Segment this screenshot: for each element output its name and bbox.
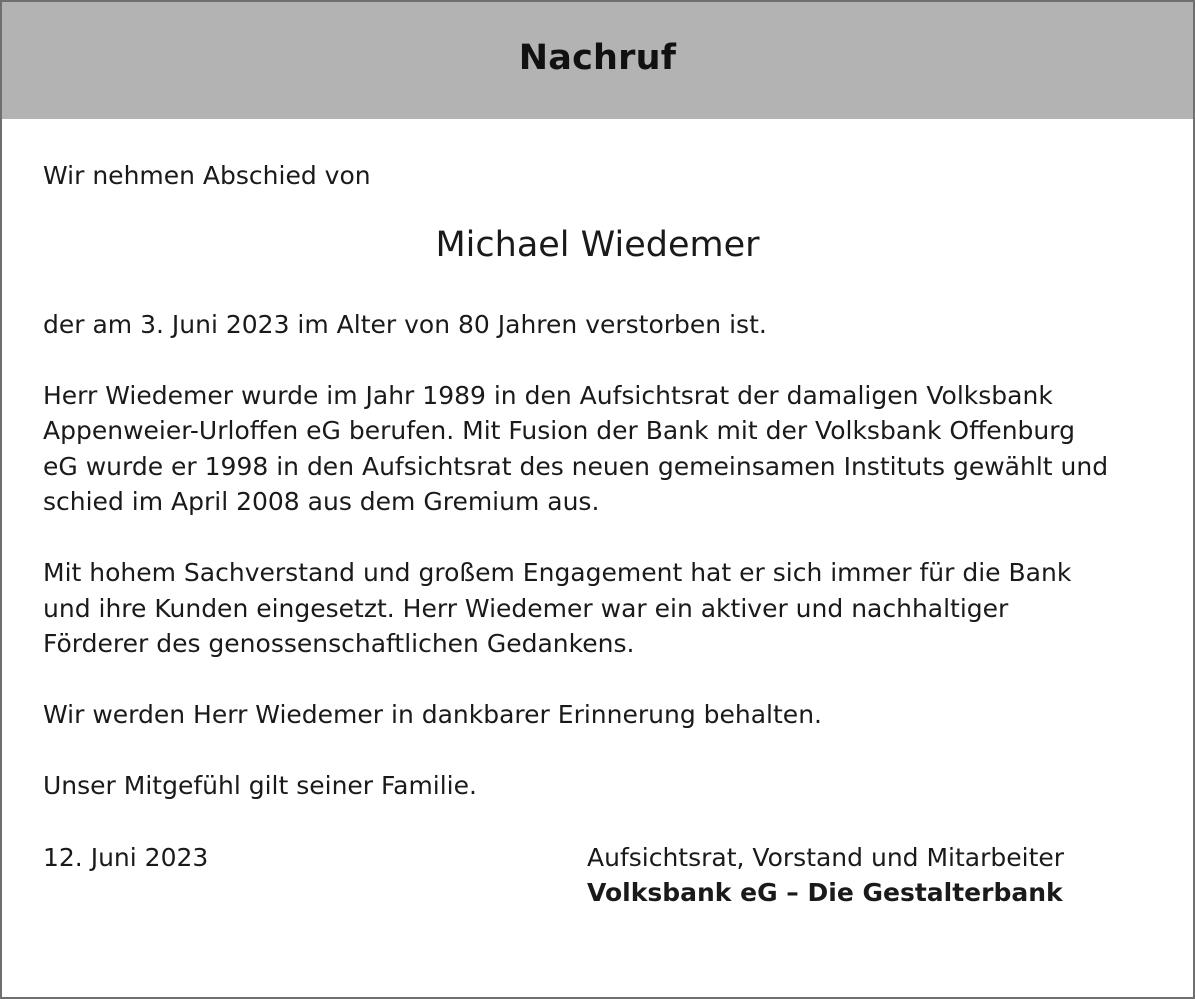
signatories: Aufsichtsrat, Vorstand und Mitarbeiter	[587, 842, 1065, 872]
signature-block	[587, 840, 1064, 911]
organization-name: Volksbank eG – Die Gestalterbank	[587, 878, 1063, 907]
tribute-line: und ihre Kunden eingesetzt. Herr Wiedemer war ein aktiver und nachhaltiger	[43, 593, 1009, 623]
tribute-paragraph	[43, 520, 1152, 662]
career-paragraph	[43, 342, 1152, 520]
notice-header	[2, 2, 1193, 119]
career-line: eG wurde er 1998 in den Aufsichtsrat des neuen gemeinsamen Instituts gewählt und	[43, 451, 1109, 481]
notice-footer	[43, 804, 1152, 911]
notice-title: Nachruf	[518, 37, 677, 78]
death-line: der am 3. Juni 2023 im Alter von 80 Jahren verstorben ist.	[43, 309, 767, 339]
career-line: Appenweier-Urloffen eG berufen. Mit Fusion der Bank mit der Volksbank Offenburg	[43, 416, 1075, 445]
intro-text: Wir nehmen Abschied von	[43, 161, 371, 190]
tribute-line: Förderer des genossenschaftlichen Gedankens.	[43, 629, 635, 658]
tribute-line: Mit hohem Sachverstand und großem Engagement hat er sich immer für die Bank	[43, 558, 1072, 587]
career-line: Herr Wiedemer wurde im Jahr 1989 in den Aufsichtsrat der damaligen Volksbank	[43, 380, 1053, 410]
career-line: schied im April 2008 aus dem Gremium aus.	[43, 487, 600, 516]
deceased-name: Michael Wiedemer	[435, 224, 760, 265]
notice-date: 12. Juni 2023	[43, 842, 209, 872]
condolence-text: Unser Mitgefühl gilt seiner Familie.	[43, 771, 477, 800]
notice-body	[2, 119, 1193, 911]
remembrance-text: Wir werden Herr Wiedemer in dankbarer Erinnerung behalten.	[43, 700, 822, 729]
